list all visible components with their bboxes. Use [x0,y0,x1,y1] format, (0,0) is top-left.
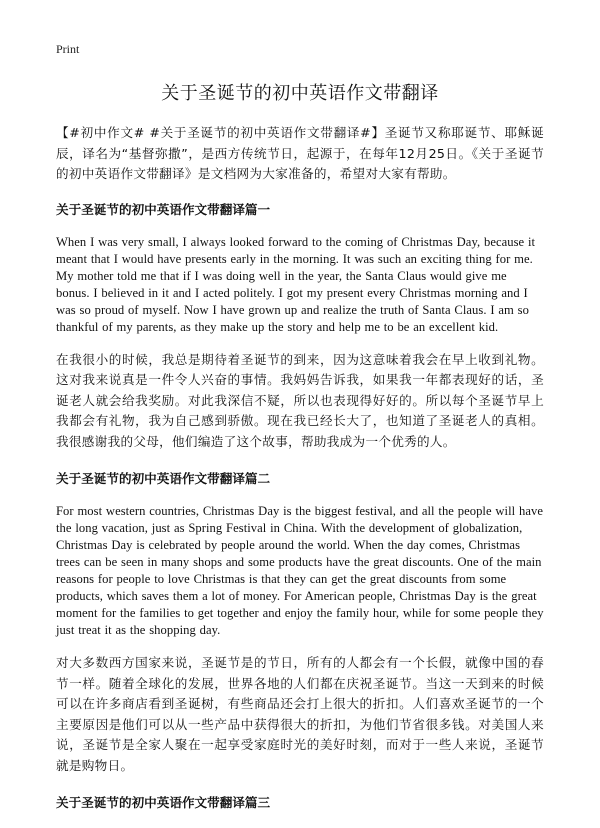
section-2-chinese: 对大多数西方国家来说，圣诞节是的节日，所有的人都会有一个长假，就像中国的春节一样。随着全球化的发展，世界各地的人们都在庆祝圣诞节。当这一天到来的时候可以在许多商店看到圣诞树，有些商品还会打上很大的折扣。人们喜欢圣诞节的一个主要原因是他们可以从一些产品中获得很大的折扣，为他们节省很多钱。对美国人来说，圣诞节是全家人聚在一起享受家庭时光的美好时刻，而对于一些人来说，圣诞节就是购物日。 [56,655,544,773]
section-1-chinese: 在我很小的时候，我总是期待着圣诞节的到来，因为这意味着我会在早上收到礼物。这对我来说真是一件令人兴奋的事情。我妈妈告诉我，如果我一年都表现好的话，圣诞老人就会给我奖励。对此我深信不疑，所以也表现得好好的。所以每个圣诞节早上我都会有礼物，我为自己感到骄傲。现在我已经长大了，也知道了圣诞老人的真相。我很感谢我的父母，他们编造了这个故事，帮助我成为一个优秀的人。 [56,351,544,449]
section-1-english: When I was very small, I always looked forward to the coming of Christmas Day, because it meant that I would have presents early in the morning. It was such an exciting thing for me. My mother told me that if I was doing well in the year, the Santa Claus would give me bonus. I believed in it and I acted politely. I got my present every Christmas morning and I was so proud of myself. Now I have grown up and realize the truth of Santa Claus. I am so thankful of my parents, as they make up the story and help me to be an excellent kid. [56,234,536,334]
print-link[interactable]: Print [56,42,80,56]
section-2-english: For most western countries, Christmas Day is the biggest festival, and all the people will have the long vacation, just as Spring Festival in China. With the development of globalization, Christmas Day is celebrated by people around the world. When the day comes, Christmas trees can be seen in many shops and some products have the great discounts. One of the main reasons for people to love Christmas is that they can get the great discounts from some products, which saves them a lot of money. For American people, Christmas Day is the great moment for the families to get together and enjoy the family hour, while for some people they just treat it as the shopping day. [56,504,544,637]
section-3-heading: 关于圣诞节的初中英语作文带翻译篇三 [56,795,271,810]
document-title: 关于圣诞节的初中英语作文带翻译 [161,83,439,104]
section-2-heading: 关于圣诞节的初中英语作文带翻译篇二 [56,471,271,486]
section-1-heading: 关于圣诞节的初中英语作文带翻译篇一 [56,201,271,217]
intro-paragraph: 【#初中作文# #关于圣诞节的初中英语作文带翻译#】圣诞节又称耶诞节、耶稣诞辰，译名为“基督弥撒”，是西方传统节日，起源于，在每年12月25日。《关于圣诞节的初中英语作文带翻译》是文档网为大家准备的，希望对大家有帮助。 [56,125,544,181]
